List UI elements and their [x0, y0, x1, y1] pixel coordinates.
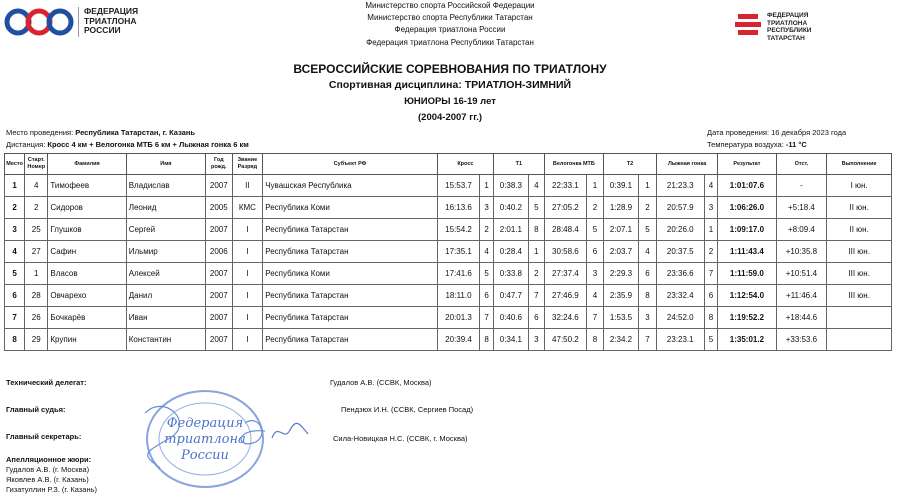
svg-text:Федерация: Федерация	[166, 416, 244, 431]
cell-year: 2007	[206, 219, 232, 241]
col-header-place: Место	[5, 154, 25, 175]
discipline-title: Спортивная дисциплина: ТРИАТЛОН-ЗИМНИЙ	[328, 79, 572, 91]
cell-gap: +10:51.4	[776, 263, 827, 285]
cell-t1-place: 6	[528, 307, 544, 329]
cell-cross: 20:01.3	[437, 307, 479, 329]
cell-bike: 22:33.1	[544, 175, 586, 197]
cell-t2: 1:53.5	[604, 307, 639, 329]
cell-t1-place: 5	[528, 197, 544, 219]
cell-place: 2	[5, 197, 25, 219]
cell-t2-place: 1	[638, 175, 656, 197]
signature-icon	[270, 420, 310, 444]
table-row	[5, 175, 892, 197]
cell-bike-place: 6	[587, 241, 604, 263]
cell-t2-place: 7	[638, 329, 656, 351]
cell-rank: I	[232, 219, 263, 241]
cell-t1: 0:40.2	[493, 197, 528, 219]
cell-t2: 2:29.3	[604, 263, 639, 285]
cell-t2: 2:34.2	[604, 329, 639, 351]
jury-member: Гизатуллин Р.З. (г. Казань)	[6, 485, 98, 494]
cell-cross: 20:39.4	[437, 329, 479, 351]
cell-cross-place: 4	[480, 241, 494, 263]
cell-done: II юн.	[827, 219, 892, 241]
col-header-firstname: Имя	[126, 154, 205, 175]
cell-t1: 0:33.8	[493, 263, 528, 285]
table-row	[5, 241, 892, 263]
cell-firstname: Леонид	[126, 197, 205, 219]
cell-ski: 20:37.5	[656, 241, 704, 263]
col-header-year: Год рожд.	[206, 154, 232, 175]
cell-lastname: Овчарехо	[48, 285, 126, 307]
cell-done: III юн.	[827, 285, 892, 307]
category-title: ЮНИОРЫ 16-19 лет	[404, 96, 496, 107]
cell-place: 4	[5, 241, 25, 263]
cell-gap: +33:53.6	[776, 329, 827, 351]
cell-firstname: Константин	[126, 329, 205, 351]
table-header-row	[5, 154, 892, 175]
cell-region: Республика Коми	[263, 197, 438, 219]
cell-result: 1:11:59.0	[718, 263, 776, 285]
cell-ski: 24:52.0	[656, 307, 704, 329]
cell-ski-place: 3	[704, 197, 718, 219]
cell-bib: 26	[25, 307, 48, 329]
cell-ski-place: 6	[704, 285, 718, 307]
cell-done	[827, 329, 892, 351]
col-header-t2: Т2	[604, 154, 657, 175]
cell-place: 1	[5, 175, 25, 197]
cell-gap: +8:09.4	[776, 219, 827, 241]
cell-gap: +10:35.8	[776, 241, 827, 263]
cell-ski: 23:32.4	[656, 285, 704, 307]
cell-result: 1:11:43.4	[718, 241, 776, 263]
tech-delegate-name: Гудалов А.В. (ССВК, Москва)	[330, 378, 432, 387]
cell-ski: 20:57.9	[656, 197, 704, 219]
cell-bib: 29	[25, 329, 48, 351]
cell-result: 1:01:07.6	[718, 175, 776, 197]
table-row	[5, 197, 892, 219]
cell-bike: 30:58.6	[544, 241, 586, 263]
cell-rank: I	[232, 285, 263, 307]
cell-rank: КМС	[232, 197, 263, 219]
cell-done: I юн.	[827, 175, 892, 197]
cell-done: II юн.	[827, 197, 892, 219]
cell-firstname: Иван	[126, 307, 205, 329]
cell-lastname: Сафин	[48, 241, 126, 263]
cell-done: III юн.	[827, 263, 892, 285]
federation-stamp	[125, 383, 275, 495]
col-header-bike: Велогонка МТБ	[544, 154, 603, 175]
cell-cross-place: 3	[480, 197, 494, 219]
cell-t2: 0:39.1	[604, 175, 639, 197]
cell-result: 1:06:26.0	[718, 197, 776, 219]
cell-t1: 0:47.7	[493, 285, 528, 307]
cell-t1-place: 7	[528, 285, 544, 307]
col-header-region: Субъект РФ	[263, 154, 438, 175]
cell-bike-place: 3	[587, 263, 604, 285]
cell-ski: 20:26.0	[656, 219, 704, 241]
cell-done	[827, 307, 892, 329]
cell-year: 2007	[206, 329, 232, 351]
cell-bike: 47:50.2	[544, 329, 586, 351]
cell-t2-place: 2	[638, 197, 656, 219]
distance: Дистанция: Кросс 4 км + Велогонка МТБ 6 км + Лыжная гонка 6 км	[6, 140, 249, 149]
cell-bib: 27	[25, 241, 48, 263]
cell-gap: +11:46.4	[776, 285, 827, 307]
cell-year: 2007	[206, 263, 232, 285]
cell-year: 2006	[206, 241, 232, 263]
fttr-logo-text: ФЕДЕРАЦИЯ ТРИАТЛОНА РЕСПУБЛИКИ ТАТАРСТАН	[767, 12, 812, 42]
cell-firstname: Алексей	[126, 263, 205, 285]
cell-bib: 4	[25, 175, 48, 197]
cell-bib: 25	[25, 219, 48, 241]
cell-bike-place: 1	[587, 175, 604, 197]
cell-bike: 27:46.9	[544, 285, 586, 307]
cell-t2-place: 8	[638, 285, 656, 307]
cell-t1: 0:28.4	[493, 241, 528, 263]
venue: Место проведения: Республика Татарстан, г. Казань	[6, 128, 196, 137]
cell-region: Республика Коми	[263, 263, 438, 285]
cell-place: 6	[5, 285, 25, 307]
cell-cross-place: 2	[480, 219, 494, 241]
cell-result: 1:19:52.2	[718, 307, 776, 329]
col-header-t1: Т1	[493, 154, 544, 175]
cell-cross-place: 1	[480, 175, 494, 197]
table-row	[5, 329, 892, 351]
table-row	[5, 285, 892, 307]
cell-cross-place: 5	[480, 263, 494, 285]
years-title: (2004-2007 гг.)	[418, 112, 482, 123]
cell-t1: 2:01.1	[493, 219, 528, 241]
cell-year: 2005	[206, 197, 232, 219]
cell-rank: I	[232, 307, 263, 329]
cell-t1-place: 1	[528, 241, 544, 263]
cell-cross: 16:13.6	[437, 197, 479, 219]
cell-cross: 18:11.0	[437, 285, 479, 307]
chief-secretary-name: Сила-Новицкая Н.С. (ССВК, г. Москва)	[333, 434, 468, 443]
cell-region: Чувашская Республика	[263, 175, 438, 197]
cell-region: Республика Татарстан	[263, 307, 438, 329]
cell-rank: I	[232, 241, 263, 263]
cell-cross-place: 6	[480, 285, 494, 307]
cell-t2: 2:07.1	[604, 219, 639, 241]
cell-ski-place: 7	[704, 263, 718, 285]
cell-t1: 0:40.6	[493, 307, 528, 329]
cell-lastname: Бочкарёв	[48, 307, 126, 329]
cell-year: 2007	[206, 307, 232, 329]
cell-cross: 15:53.7	[437, 175, 479, 197]
col-header-ski: Лыжная гонка	[656, 154, 717, 175]
cell-bike: 27:37.4	[544, 263, 586, 285]
cell-done: III юн.	[827, 241, 892, 263]
cell-t1-place: 4	[528, 175, 544, 197]
cell-lastname: Власов	[48, 263, 126, 285]
cell-region: Республика Татарстан	[263, 285, 438, 307]
cell-result: 1:12:54.0	[718, 285, 776, 307]
table-row	[5, 307, 892, 329]
results-body	[5, 175, 892, 351]
cell-bike-place: 8	[587, 329, 604, 351]
chief-judge-name: Пендзюх И.Н. (ССВК, Сергиев Посад)	[341, 405, 474, 414]
jury-member: Гудалов А.В. (г. Москва)	[6, 465, 90, 474]
cell-ski-place: 5	[704, 329, 718, 351]
organizer-line: Министерство спорта Российской Федерации	[365, 1, 535, 10]
cell-t1: 0:38.3	[493, 175, 528, 197]
cell-place: 5	[5, 263, 25, 285]
cell-t2-place: 5	[638, 219, 656, 241]
col-header-rank: Звание Разряд	[232, 154, 263, 175]
cell-bib: 28	[25, 285, 48, 307]
cell-lastname: Крупин	[48, 329, 126, 351]
cell-firstname: Ильмир	[126, 241, 205, 263]
cell-bib: 1	[25, 263, 48, 285]
organizer-line: Федерация триатлона Республики Татарстан	[366, 38, 534, 47]
event-date: Дата проведения: 16 декабря 2023 года	[707, 128, 847, 137]
cell-gap: -	[776, 175, 827, 197]
table-row	[5, 263, 892, 285]
organizer-line: Федерация триатлона России	[394, 25, 506, 34]
jury-member: Яковлев А.В. (г. Казань)	[6, 475, 89, 484]
cell-t2-place: 3	[638, 307, 656, 329]
cell-t2-place: 4	[638, 241, 656, 263]
cell-ski: 23:36.6	[656, 263, 704, 285]
col-header-cross: Кросс	[437, 154, 493, 175]
svg-text:триатлона: триатлона	[164, 432, 246, 447]
organizer-line: Министерство спорта Республики Татарстан	[367, 13, 533, 22]
ftr-logo-text: ФЕДЕРАЦИЯ ТРИАТЛОНА РОССИИ	[84, 6, 139, 35]
appeal-jury	[6, 455, 97, 495]
cell-cross-place: 8	[480, 329, 494, 351]
cell-cross: 17:35.1	[437, 241, 479, 263]
cell-t1: 0:34.1	[493, 329, 528, 351]
col-header-lastname: Фамилия	[48, 154, 126, 175]
cell-bike-place: 4	[587, 285, 604, 307]
cell-ski-place: 2	[704, 241, 718, 263]
cell-ski-place: 8	[704, 307, 718, 329]
cell-region: Республика Татарстан	[263, 241, 438, 263]
cell-firstname: Владислав	[126, 175, 205, 197]
cell-place: 3	[5, 219, 25, 241]
cell-firstname: Данил	[126, 285, 205, 307]
cell-region: Республика Татарстан	[263, 329, 438, 351]
cell-ski: 21:23.3	[656, 175, 704, 197]
tech-delegate-label: Технический делегат:	[6, 378, 87, 387]
cell-rank: I	[232, 263, 263, 285]
cell-bib: 2	[25, 197, 48, 219]
ftr-logo	[4, 5, 164, 39]
cell-t2: 1:28.9	[604, 197, 639, 219]
cell-lastname: Тимофеев	[48, 175, 126, 197]
cell-gap: +5:18.4	[776, 197, 827, 219]
cell-lastname: Глушков	[48, 219, 126, 241]
cell-bike: 32:24.6	[544, 307, 586, 329]
cell-cross-place: 7	[480, 307, 494, 329]
ftr-rings-icon	[4, 5, 74, 39]
table-row	[5, 219, 892, 241]
cell-ski-place: 4	[704, 175, 718, 197]
cell-bike-place: 2	[587, 197, 604, 219]
fttr-logo	[735, 12, 855, 46]
cell-t1-place: 2	[528, 263, 544, 285]
cell-year: 2007	[206, 285, 232, 307]
cell-lastname: Сидоров	[48, 197, 126, 219]
cell-ski-place: 1	[704, 219, 718, 241]
chief-judge-label: Главный судья:	[6, 405, 66, 414]
cell-ski: 23:23.1	[656, 329, 704, 351]
cell-bike-place: 5	[587, 219, 604, 241]
svg-text:России: России	[181, 448, 229, 463]
col-header-gap: Отст.	[776, 154, 827, 175]
cell-cross: 17:41.6	[437, 263, 479, 285]
chief-secretary-label: Главный секретарь:	[6, 432, 82, 441]
cell-region: Республика Татарстан	[263, 219, 438, 241]
cell-rank: I	[232, 329, 263, 351]
results-table	[4, 153, 892, 351]
cell-result: 1:35:01.2	[718, 329, 776, 351]
cell-t2-place: 6	[638, 263, 656, 285]
cell-place: 7	[5, 307, 25, 329]
cell-year: 2007	[206, 175, 232, 197]
fttr-emblem-icon	[735, 14, 761, 38]
cell-bike: 28:48.4	[544, 219, 586, 241]
cell-t2: 2:03.7	[604, 241, 639, 263]
air-temperature: Температура воздуха: -11 °C	[707, 140, 807, 149]
cell-result: 1:09:17.0	[718, 219, 776, 241]
cell-gap: +18:44.6	[776, 307, 827, 329]
competition-title: ВСЕРОССИЙСКИЕ СОРЕВНОВАНИЯ ПО ТРИАТЛОНУ	[293, 62, 607, 76]
appeal-jury-label: Апелляционное жюри:	[6, 455, 92, 464]
cell-bike: 27:05.2	[544, 197, 586, 219]
cell-t1-place: 3	[528, 329, 544, 351]
cell-t1-place: 8	[528, 219, 544, 241]
col-header-result: Результат	[718, 154, 776, 175]
cell-firstname: Сергей	[126, 219, 205, 241]
cell-rank: II	[232, 175, 263, 197]
cell-place: 8	[5, 329, 25, 351]
col-header-done: Выполнение	[827, 154, 892, 175]
cell-t2: 2:35.9	[604, 285, 639, 307]
cell-cross: 15:54.2	[437, 219, 479, 241]
col-header-bib: Старт. Номер	[25, 154, 48, 175]
cell-bike-place: 7	[587, 307, 604, 329]
